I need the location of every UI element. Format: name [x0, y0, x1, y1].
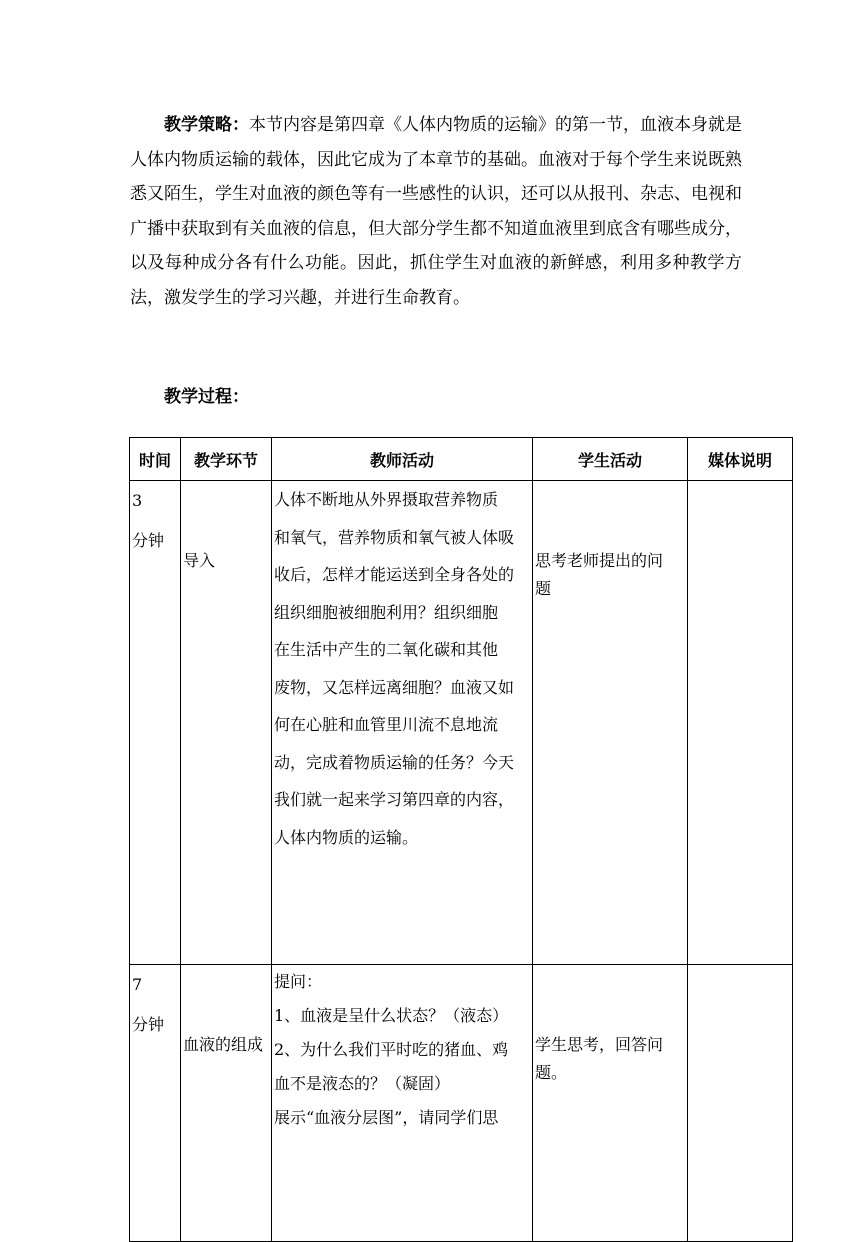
- time-cell: 7 分钟: [130, 965, 181, 1242]
- student-activity-cell: 思考老师提出的问 题: [533, 481, 688, 965]
- header-media-notes: 媒体说明: [688, 438, 793, 481]
- teaching-strategy-text: 本节内容是第四章《人体内物质的运输》的第一节，血液本身就是人体内物质运输的载体，因此它成为了本章节的基础。血液对于每个学生来说既熟悉又陌生，学生对血液的颜色等有一些感性的认识，还可以从报刊、杂志、电视和广播中获取到有关血液的信息，但大部分学生都不知道血液里到底含有哪些成分，以及每种成分各有什么功能。因此，抓住学生对血液的新鲜感，利用多种教学方法，激发学生的学习兴趣，并进行生命教育。: [130, 115, 742, 308]
- teaching-strategy-label: 教学策略：: [164, 115, 249, 135]
- student-activity-cell: 学生思考，回答问 题。: [533, 965, 688, 1242]
- header-stage: 教学环节: [181, 438, 272, 481]
- teaching-strategy-paragraph: [130, 108, 742, 316]
- teacher-activity-cell: 人体不断地从外界摄取营养物质 和氧气，营养物质和氧气被人体吸 收后，怎样才能运送到全身各处的 组织细胞被细胞利用？组织细胞 在生活中产生的二氧化碳和其他 废物，又怎样远离细胞？血液又如 何在心脏和血管里川流不息地流 动，完成着物质运输的任务？今天 我们就一起来学习第四章的内容， 人体内物质的运输。: [272, 481, 533, 965]
- header-teacher-activity: 教师活动: [272, 438, 533, 481]
- time-cell: 3 分钟: [130, 481, 181, 965]
- header-time: 时间: [130, 438, 181, 481]
- teacher-activity-cell: 提问： 1、血液是呈什么状态？（液态） 2、为什么我们平时吃的猪血、鸡 血不是液态的？（凝固） 展示“血液分层图”，请同学们思: [272, 965, 533, 1242]
- table-header-row: [130, 438, 793, 481]
- table-row: [130, 965, 793, 1242]
- lesson-plan-table: [129, 437, 793, 1242]
- media-notes-cell: [688, 965, 793, 1242]
- header-student-activity: 学生活动: [533, 438, 688, 481]
- stage-cell: 血液的组成: [181, 965, 272, 1242]
- media-notes-cell: [688, 481, 793, 965]
- stage-cell: 导入: [181, 481, 272, 965]
- teaching-process-label: 教学过程：: [164, 387, 249, 407]
- table-row: [130, 481, 793, 965]
- teaching-process-heading: [130, 380, 742, 415]
